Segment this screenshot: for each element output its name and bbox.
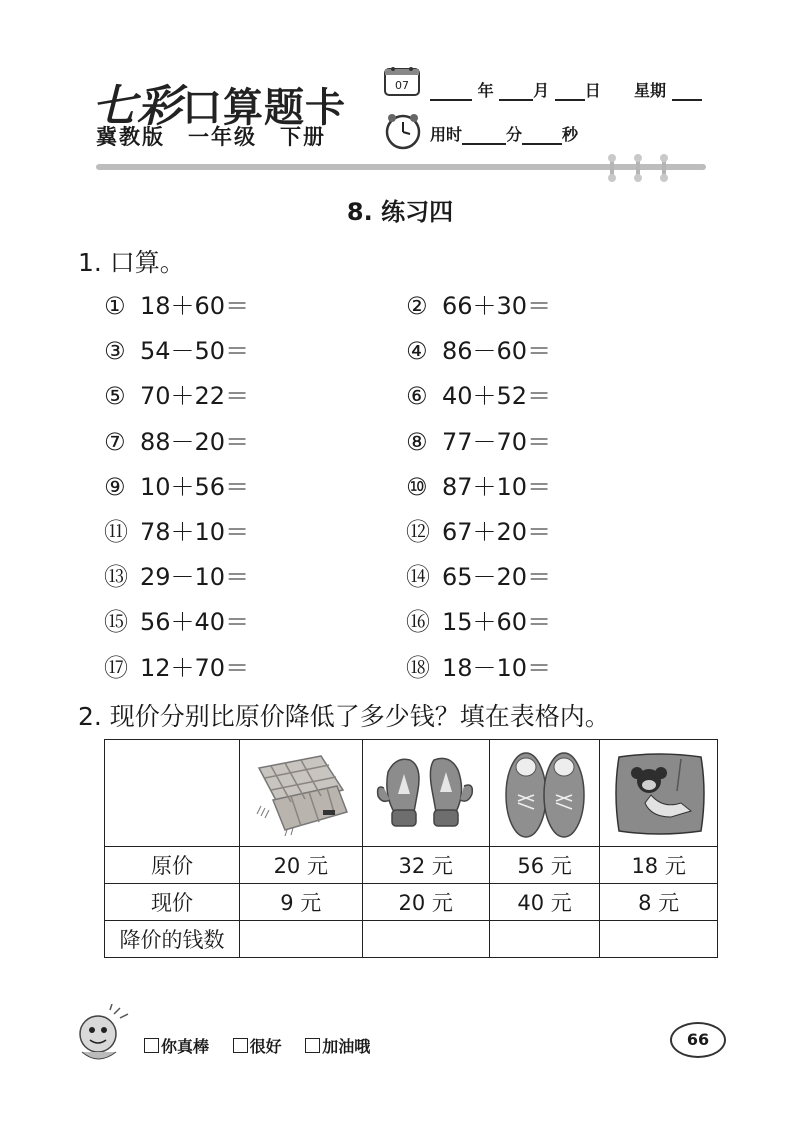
arithmetic-problem	[406, 557, 551, 592]
reduction-answer-cell[interactable]	[489, 921, 599, 958]
arithmetic-problem	[104, 467, 249, 502]
date-fields	[430, 78, 702, 101]
problem-number: ①	[104, 292, 126, 320]
arithmetic-problem	[104, 286, 249, 321]
row-label-current: 现价	[105, 884, 240, 921]
problem-number: ⑱	[406, 653, 430, 682]
arithmetic-problem	[406, 512, 551, 547]
arithmetic-problem	[406, 602, 551, 637]
rating-label: 加油哦	[322, 1037, 371, 1056]
arithmetic-problem	[406, 648, 551, 683]
problem-expression: 15＋60＝	[442, 608, 552, 637]
seconds-label: 秒	[562, 125, 579, 144]
weekday-blank[interactable]	[672, 81, 702, 101]
problem-expression: 70＋22＝	[140, 382, 250, 411]
problem-number: ⑥	[406, 382, 428, 411]
problem-expression: 12＋70＝	[140, 653, 250, 682]
problem-expression: 18＋60＝	[140, 292, 250, 320]
arithmetic-problem	[406, 331, 551, 366]
current-price-cell: 40 元	[489, 884, 599, 921]
problem-number: ②	[406, 292, 428, 320]
rating-label: 很好	[249, 1037, 282, 1056]
self-rating	[144, 1034, 388, 1057]
month-blank[interactable]	[499, 81, 533, 101]
pillow-icon	[611, 751, 707, 835]
problem-expression: 77－70＝	[442, 427, 552, 456]
calendar-icon	[384, 66, 420, 96]
arithmetic-problem	[406, 467, 551, 502]
rating-label: 你真棒	[161, 1037, 210, 1056]
arithmetic-problem	[406, 286, 551, 321]
arithmetic-problem	[104, 648, 249, 683]
problem-number: ⑪	[104, 518, 128, 546]
problem-expression: 56＋40＝	[140, 608, 250, 637]
problem-number: ⑯	[406, 608, 430, 637]
price-table	[104, 739, 718, 958]
month-label: 月	[533, 81, 550, 100]
rating-option[interactable]	[305, 1037, 370, 1056]
rating-checkbox[interactable]	[305, 1038, 320, 1053]
weekday-label: 星期	[633, 81, 666, 100]
problem-expression: 10＋56＝	[140, 472, 250, 501]
original-price-cell: 56 元	[489, 847, 599, 884]
problem-expression: 86－60＝	[442, 337, 552, 366]
problem-expression: 78＋10＝	[140, 518, 250, 546]
mittens-icon	[374, 750, 478, 836]
problem-number: ⑬	[104, 563, 128, 592]
page-number: 66	[670, 1022, 726, 1058]
rating-checkbox[interactable]	[144, 1038, 159, 1053]
problem-number: ⑤	[104, 382, 126, 411]
problem-number: ⑧	[406, 427, 428, 456]
problem-number: ③	[104, 337, 126, 366]
current-price-cell: 9 元	[240, 884, 363, 921]
table-row-images	[105, 740, 718, 847]
mascot-icon	[70, 1004, 134, 1068]
rating-option[interactable]	[144, 1037, 209, 1056]
table-image-cell	[600, 740, 718, 847]
arithmetic-problem	[104, 331, 249, 366]
table-row-reduction	[105, 921, 718, 958]
arithmetic-problem	[104, 512, 249, 547]
arithmetic-problem	[406, 422, 551, 457]
year-label: 年	[477, 81, 494, 100]
minutes-blank[interactable]	[462, 125, 506, 145]
svg-text:07: 07	[395, 79, 409, 92]
day-blank[interactable]	[555, 81, 585, 101]
problem-expression: 65－20＝	[442, 563, 552, 592]
arithmetic-problem	[104, 422, 249, 457]
problem-expression: 18－10＝	[442, 653, 552, 682]
problem-expression: 87＋10＝	[442, 472, 552, 501]
arithmetic-problem	[104, 557, 249, 592]
table-image-cell	[362, 740, 489, 847]
problem-number: ⑰	[104, 653, 128, 682]
time-used-label: 用时	[430, 125, 463, 144]
arithmetic-problem	[406, 376, 551, 411]
rating-option[interactable]	[233, 1037, 282, 1056]
section-title: 8. 练习四	[346, 198, 454, 226]
problem-number: ⑦	[104, 427, 126, 456]
current-price-cell: 8 元	[600, 884, 718, 921]
row-label-reduction: 降价的钱数	[105, 921, 240, 958]
binding-ring	[636, 158, 640, 178]
clock-icon	[384, 112, 422, 150]
table-corner-cell	[105, 740, 240, 847]
arithmetic-problem	[104, 602, 249, 637]
binding-ring	[662, 158, 666, 178]
original-price-cell: 20 元	[240, 847, 363, 884]
scarf-icon	[251, 750, 351, 836]
original-price-cell: 18 元	[600, 847, 718, 884]
day-label: 日	[584, 81, 601, 100]
shoes-icon	[500, 745, 590, 841]
table-row-original	[105, 847, 718, 884]
reduction-answer-cell[interactable]	[600, 921, 718, 958]
table-image-cell	[489, 740, 599, 847]
problem-number: ⑫	[406, 518, 430, 546]
time-fields	[430, 122, 578, 145]
problem-expression: 40＋52＝	[442, 382, 552, 411]
problem-expression: 67＋20＝	[442, 518, 552, 546]
problem-number: ⑮	[104, 608, 128, 637]
brand-main: 口算题卡	[182, 84, 346, 131]
problem-expression: 54－50＝	[140, 337, 250, 366]
reduction-answer-cell[interactable]	[362, 921, 489, 958]
problem-expression: 66＋30＝	[442, 292, 552, 320]
arithmetic-problem	[104, 376, 249, 411]
reduction-answer-cell[interactable]	[240, 921, 363, 958]
header-divider	[96, 164, 706, 170]
problem-number: ④	[406, 337, 428, 366]
current-price-cell: 20 元	[362, 884, 489, 921]
row-label-original: 原价	[105, 847, 240, 884]
binding-ring	[610, 158, 614, 178]
edition-label: 冀教版 一年级 下册	[96, 125, 326, 149]
problem-number: ⑭	[406, 563, 430, 592]
problem-number: ⑨	[104, 472, 126, 501]
year-blank[interactable]	[430, 81, 472, 101]
seconds-blank[interactable]	[522, 125, 562, 145]
original-price-cell: 32 元	[362, 847, 489, 884]
question-2-heading: 2. 现价分别比原价降低了多少钱？填在表格内。	[78, 702, 610, 731]
problem-expression: 88－20＝	[140, 427, 250, 456]
brand-prefix: 七彩	[92, 81, 182, 132]
minutes-label: 分	[506, 125, 523, 144]
question-1-heading: 1. 口算。	[78, 248, 185, 277]
table-image-cell	[240, 740, 363, 847]
problem-number: ⑩	[406, 472, 428, 501]
problem-expression: 29－10＝	[140, 563, 250, 592]
rating-checkbox[interactable]	[233, 1038, 248, 1053]
table-row-current	[105, 884, 718, 921]
